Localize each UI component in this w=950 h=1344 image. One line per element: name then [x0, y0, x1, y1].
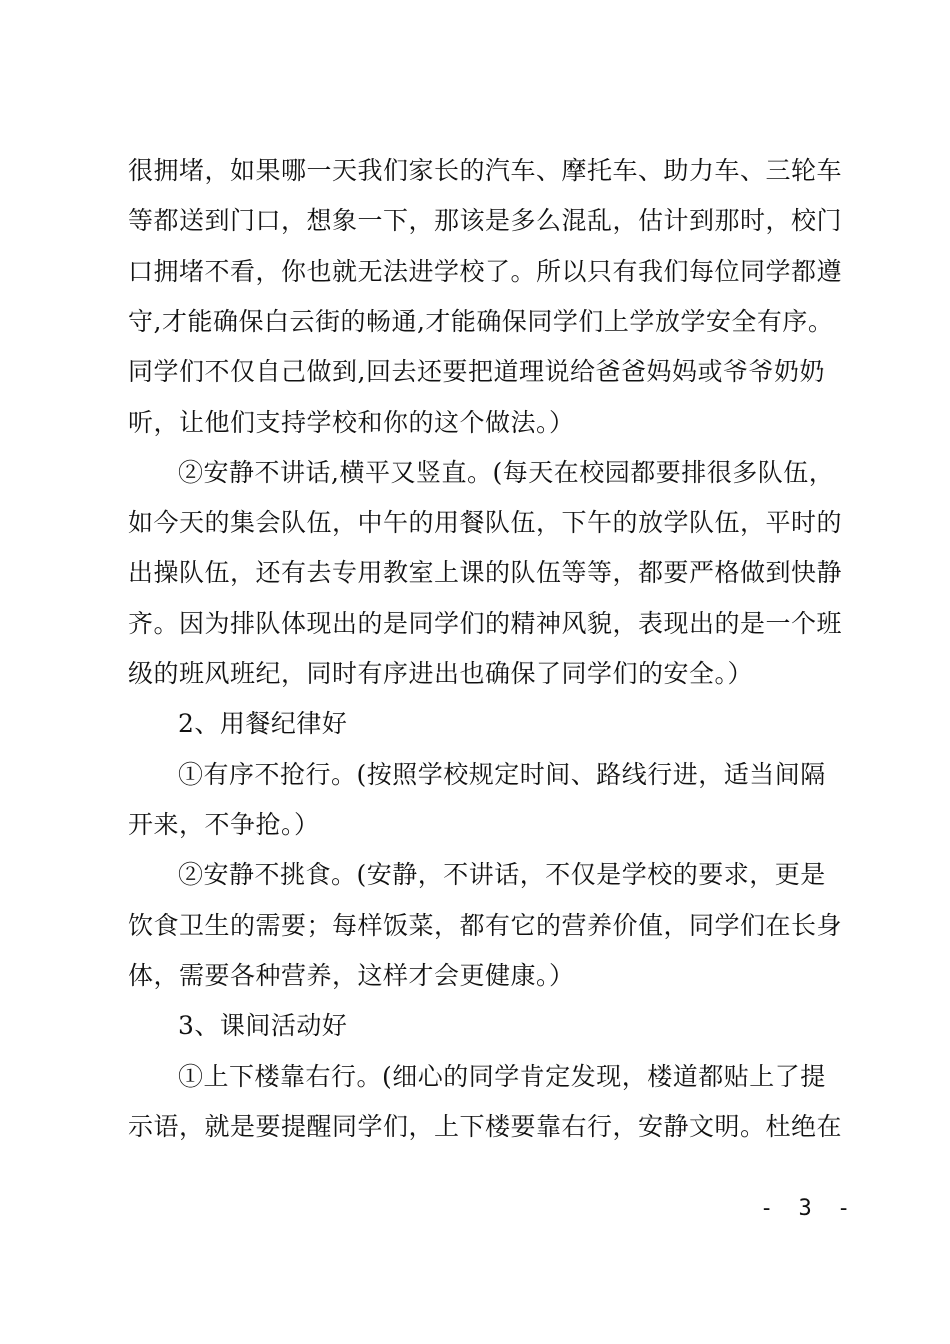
paragraph-first-line: ①上下楼靠右行。(细心的同学肯定发现，楼道都贴上了提 [178, 1062, 826, 1091]
text-line: 口拥堵不看，你也就无法进学校了。所以只有我们每位同学都遵 [128, 257, 843, 286]
text-line: 如今天的集会队伍，中午的用餐队伍，下午的放学队伍，平时的 [128, 508, 843, 537]
text-line: 同学们不仅自己做到,回去还要把道理说给爸爸妈妈或爷爷奶奶 [128, 357, 825, 386]
text-line: 饮食卫生的需要；每样饭菜，都有它的营养价值，同学们在长身 [128, 911, 843, 940]
text-line: 体，需要各种营养，这样才会更健康。） [128, 961, 575, 990]
text-line: 等都送到门口，想象一下，那该是多么混乱，估计到那时，校门 [128, 206, 843, 235]
paragraph-first-line: ①有序不抢行。(按照学校规定时间、路线行进，适当间隔 [178, 760, 826, 789]
text-line: 很拥堵，如果哪一天我们家长的汽车、摩托车、助力车、三轮车 [128, 156, 843, 185]
section-heading: 3、课间活动好 [178, 1011, 348, 1040]
text-line: 齐。因为排队体现出的是同学们的精神风貌，表现出的是一个班 [128, 609, 843, 638]
text-line: 示语，就是要提醒同学们，上下楼要靠右行，安静文明。杜绝在 [128, 1112, 843, 1141]
text-line: 守,才能确保白云街的畅通,才能确保同学们上学放学安全有序。 [128, 307, 834, 336]
text-line: 级的班风班纪，同时有序进出也确保了同学们的安全。） [128, 659, 754, 688]
page-number: - 3 - [760, 1196, 857, 1221]
paragraph-first-line: ②安静不讲话,横平又竖直。(每天在校园都要排很多队伍， [178, 458, 835, 487]
text-line: 开来，不争抢。） [128, 810, 320, 839]
paragraph-first-line: ②安静不挑食。(安静，不讲话，不仅是学校的要求，更是 [178, 860, 826, 889]
section-heading: 2、用餐纪律好 [178, 709, 348, 738]
text-line: 听，让他们支持学校和你的这个做法。） [128, 408, 575, 437]
text-line: 出操队伍，还有去专用教室上课的队伍等等，都要严格做到快静 [128, 558, 843, 587]
